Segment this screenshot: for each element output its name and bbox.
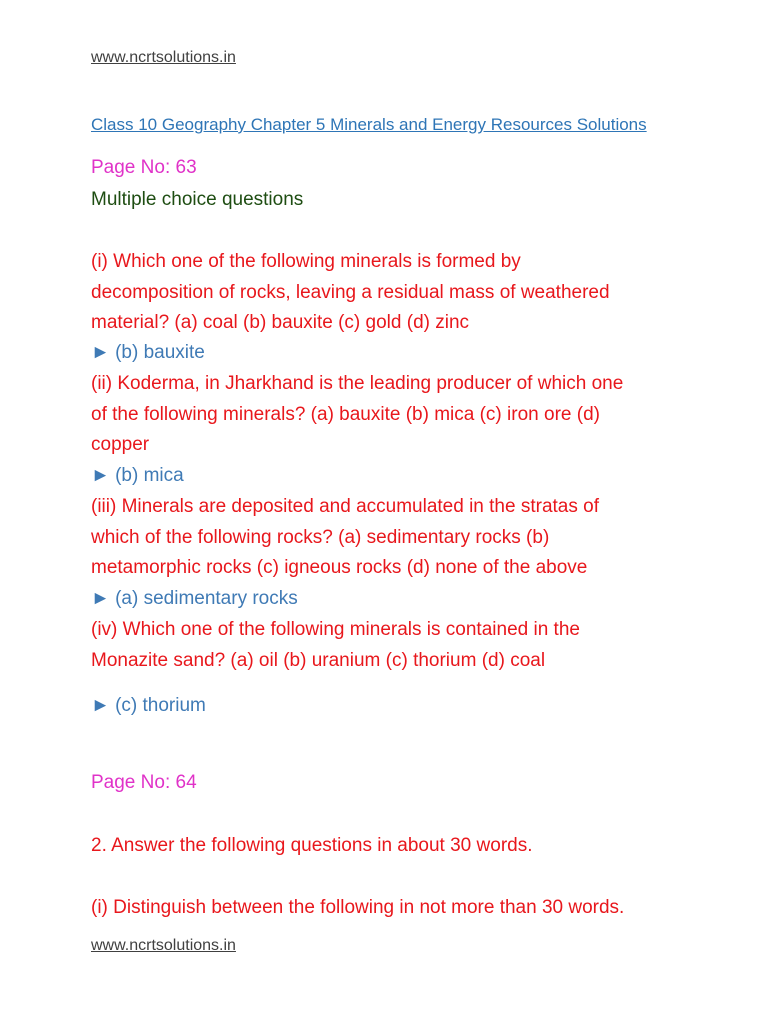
answer-2: ► (b) mica [91, 465, 184, 486]
question-2-line-1: (ii) Koderma, in Jharkhand is the leading producer of which one [91, 373, 624, 394]
question-3-line-3: metamorphic rocks (c) igneous rocks (d) none of the above [91, 557, 588, 579]
answer-4: ► (c) thorium [91, 695, 206, 716]
question-3-line-2: which of the following rocks? (a) sedimentary rocks (b) [91, 526, 550, 548]
question-1-line-1: (i) Which one of the following minerals is formed by [91, 251, 521, 272]
section-2-heading: 2. Answer the following questions in about 30 words. [91, 835, 533, 856]
question-3 [91, 492, 711, 584]
question-3-line-1: (iii) Minerals are deposited and accumulated in the stratas of [91, 496, 599, 517]
question-1-line-2: decomposition of rocks, leaving a residual mass of weathered [91, 281, 610, 303]
answer-1: ► (b) bauxite [91, 342, 205, 363]
page-number-64: Page No: 64 [91, 772, 197, 793]
answer-3: ► (a) sedimentary rocks [91, 588, 298, 609]
document-title-link[interactable]: Class 10 Geography Chapter 5 Minerals and Energy Resources Solutions [91, 115, 647, 134]
question-1 [91, 247, 711, 339]
question-4 [91, 615, 711, 676]
mcq-heading: Multiple choice questions [91, 189, 304, 210]
question-2 [91, 369, 711, 461]
header-site-link[interactable]: www.ncrtsolutions.in [91, 49, 236, 66]
section-2-question-1: (i) Distinguish between the following in not more than 30 words. [91, 897, 625, 918]
page-number-63: Page No: 63 [91, 157, 197, 178]
footer-site-link[interactable]: www.ncrtsolutions.in [91, 937, 236, 954]
question-2-line-3: copper [91, 434, 150, 456]
question-2-line-2: of the following minerals? (a) bauxite (b) mica (c) iron ore (d) [91, 403, 600, 425]
question-4-line-2: Monazite sand? (a) oil (b) uranium (c) thorium (d) coal [91, 649, 546, 671]
question-1-line-3: material? (a) coal (b) bauxite (c) gold (d) zinc [91, 312, 470, 334]
question-4-line-1: (iv) Which one of the following minerals is contained in the [91, 619, 580, 640]
